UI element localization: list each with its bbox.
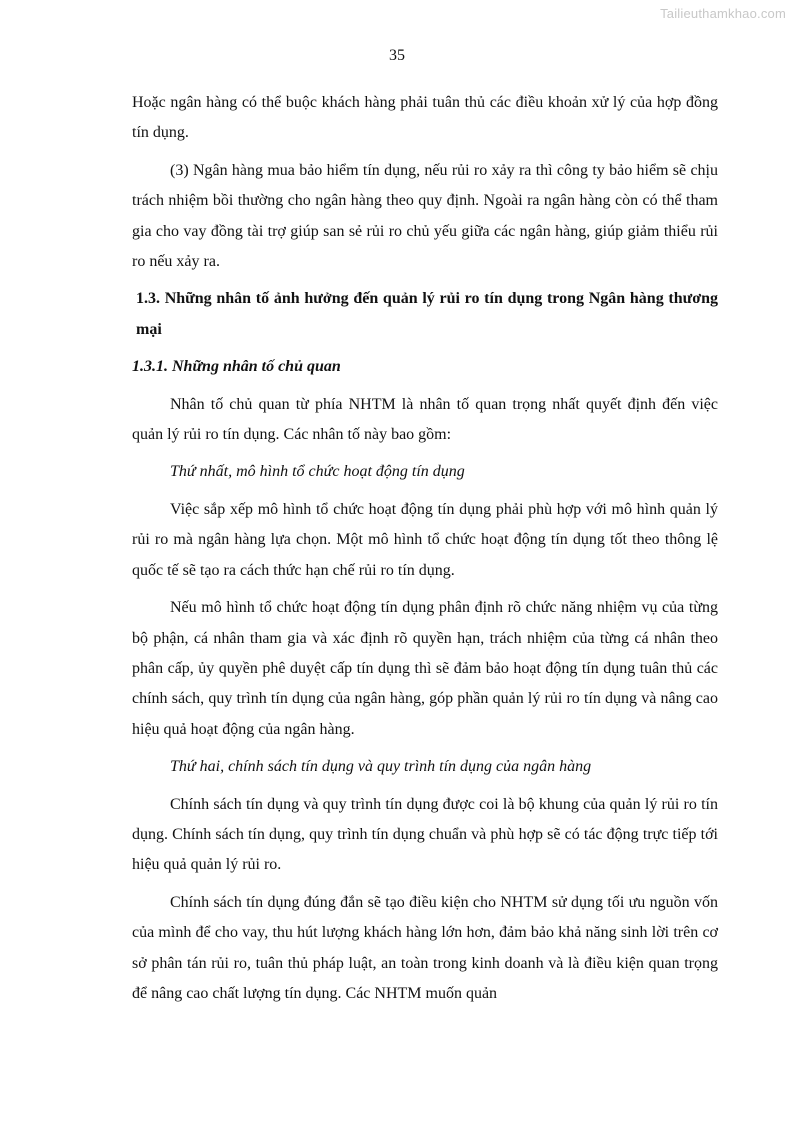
paragraph-6: Chính sách tín dụng và quy trình tín dụng được coi là bộ khung của quản lý rủi ro tín dụng. Chính sách tín dụng, quy trình tín dụng chuẩn và phù hợp sẽ có tác động trực tiếp tới hiệu quả quản lý rủi ro. (132, 795, 718, 874)
paragraph-3: Nhân tố chủ quan từ phía NHTM là nhân tố quan trọng nhất quyết định đến việc quản lý rủi ro tín dụng. Các nhân tố này bao gồm: (132, 395, 718, 444)
paragraph-5: Nếu mô hình tổ chức hoạt động tín dụng phân định rõ chức năng nhiệm vụ của từng bộ phận, cá nhân tham gia và xác định rõ quyền hạn, trách nhiệm của từng cá nhân theo phân cấp, ủy quyền phê duyệt cấp tín dụng thì sẽ đảm bảo hoạt động tín dụng tuân thủ các chính sách, quy trình tín dụng của ngân hàng, góp phần quản lý rủi ro tín dụng và nâng cao hiệu quả hoạt động của ngân hàng. (132, 599, 718, 738)
page-number: 35 (389, 47, 405, 64)
section-heading-1-3: 1.3. Những nhân tố ảnh hưởng đến quản lý rủi ro tín dụng trong Ngân hàng thương mại (136, 290, 718, 338)
italic-heading-second: Thứ hai, chính sách tín dụng và quy trình tín dụng của ngân hàng (170, 758, 592, 776)
paragraph-2: (3) Ngân hàng mua bảo hiểm tín dụng, nếu rủi ro xảy ra thì công ty bảo hiểm sẽ chịu trách nhiệm bồi thường cho ngân hàng theo quy định. Ngoài ra ngân hàng còn có thể tham gia cho vay đồng tài trợ giúp san sẻ rủi ro chủ yếu giữa các ngân hàng, giúp giảm thiểu rủi ro nếu xảy ra. (132, 161, 718, 271)
italic-heading-first: Thứ nhất, mô hình tổ chức hoạt động tín dụng (170, 463, 465, 481)
paragraph-4: Việc sắp xếp mô hình tổ chức hoạt động tín dụng phải phù hợp với mô hình quản lý rủi ro mà ngân hàng lựa chọn. Một mô hình tổ chức hoạt động tín dụng tốt theo thông lệ quốc tế sẽ tạo ra cách thức hạn chế rủi ro tín dụng. (132, 500, 718, 579)
subsection-heading-1-3-1: 1.3.1. Những nhân tố chủ quan (132, 358, 341, 376)
paragraph-1: Hoặc ngân hàng có thể buộc khách hàng phải tuân thủ các điều khoản xử lý của hợp đồng tín dụng. (132, 94, 718, 142)
paragraph-7: Chính sách tín dụng đúng đắn sẽ tạo điều kiện cho NHTM sử dụng tối ưu nguồn vốn của mình để cho vay, thu hút lượng khách hàng lớn hơn, đảm bảo khả năng sinh lời trên cơ sở phân tán rủi ro, tuân thủ pháp luật, an toàn trong kinh doanh và là điều kiện quan trọng để nâng cao chất lượng tín dụng. Các NHTM muốn quản (132, 893, 718, 1002)
watermark: Tailieuthamkhao.com (660, 6, 786, 21)
document-body (132, 88, 718, 1016)
